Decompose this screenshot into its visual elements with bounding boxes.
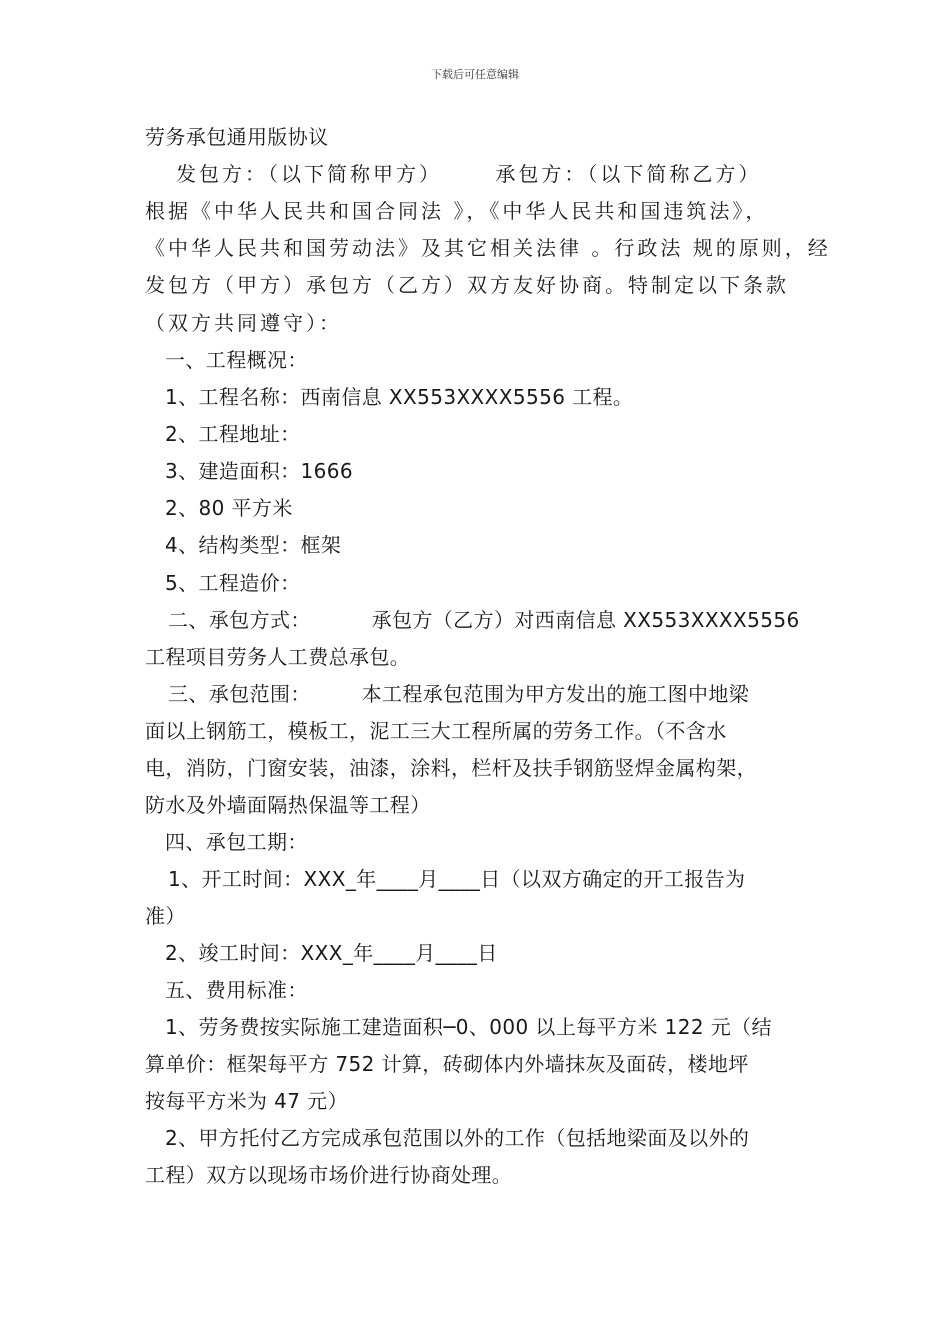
document-title: 劳务承包通用版协议	[145, 125, 329, 149]
section-3-text: 本工程承包范围为甲方发出的施工图中地梁	[361, 682, 750, 706]
project-address: 2、工程地址：	[165, 422, 301, 446]
section-2-cont: 工程项目劳务人工费总承包。	[145, 645, 411, 669]
completion-date: 2、竣工时间：XXX_年____月____日	[165, 941, 498, 965]
fee-item-1: 1、劳务费按实际施工建造面积─0、000 以上每平方米 122 元（结	[165, 1015, 772, 1039]
section-4-title: 四、承包工期：	[165, 830, 308, 854]
section-3-line	[168, 681, 749, 707]
structure-type: 4、结构类型：框架	[165, 533, 342, 557]
start-date: 1、开工时间：XXX_年____月____日（以双方确定的开工报告为	[168, 867, 746, 891]
project-cost: 5、工程造价：	[165, 571, 301, 595]
intro-line-4: （双方共同遵守）：	[145, 311, 342, 335]
section-2-title: 二、承包方式：	[168, 608, 311, 632]
intro-line-3: 发包方（甲方）承包方（乙方）双方友好协商。特制定以下条款	[145, 273, 789, 297]
section-5-title: 五、费用标准：	[165, 978, 308, 1002]
fee-item-2-cont: 工程）双方以现场市场价进行协商处理。	[145, 1163, 513, 1187]
section-3-cont-3: 防水及外墙面隔热保温等工程）	[145, 793, 431, 817]
fee-item-1-cont-2: 按每平方米为 47 元）	[145, 1089, 348, 1113]
section-3-title: 三、承包范围：	[168, 682, 311, 706]
fee-item-1-cont-1: 算单价：框架每平方 752 计算，砖砌体内外墙抹灰及面砖，楼地坪	[145, 1052, 749, 1076]
building-area: 3、建造面积：1666	[165, 459, 354, 483]
party-a: 发包方：（以下简称甲方）	[176, 162, 442, 186]
section-3-cont-2: 电，消防，门窗安装，油漆，涂料，栏杆及扶手钢筋竖焊金属构架，	[145, 756, 757, 780]
party-b: 承包方：（以下简称乙方）	[495, 162, 762, 186]
section-1-title: 一、工程概况：	[165, 348, 308, 372]
section-2-text: 承包方（乙方）对西南信息 XX553XXXX5556	[371, 608, 800, 632]
intro-line-2: 《中华人民共和国劳动法》及其它相关法律 。行政法 规的原则，经	[145, 236, 831, 260]
building-area-cont: 2、80 平方米	[165, 496, 293, 520]
intro-line-1: 根据《中华人民共和国合同法 》，《中华人民共和国违筑法》，	[145, 199, 769, 223]
section-2-line	[168, 607, 800, 633]
parties-line	[176, 161, 761, 187]
project-name: 1、工程名称：西南信息 XX553XXXX5556 工程。	[165, 385, 634, 409]
start-date-cont: 准）	[145, 904, 186, 928]
section-3-cont-1: 面以上钢筋工，模板工，泥工三大工程所属的劳务工作。（不含水	[145, 719, 727, 743]
page-header-note: 下载后可任意编辑	[431, 68, 519, 81]
fee-item-2: 2、甲方托付乙方完成承包范围以外的工作（包括地梁面及以外的	[165, 1126, 750, 1150]
